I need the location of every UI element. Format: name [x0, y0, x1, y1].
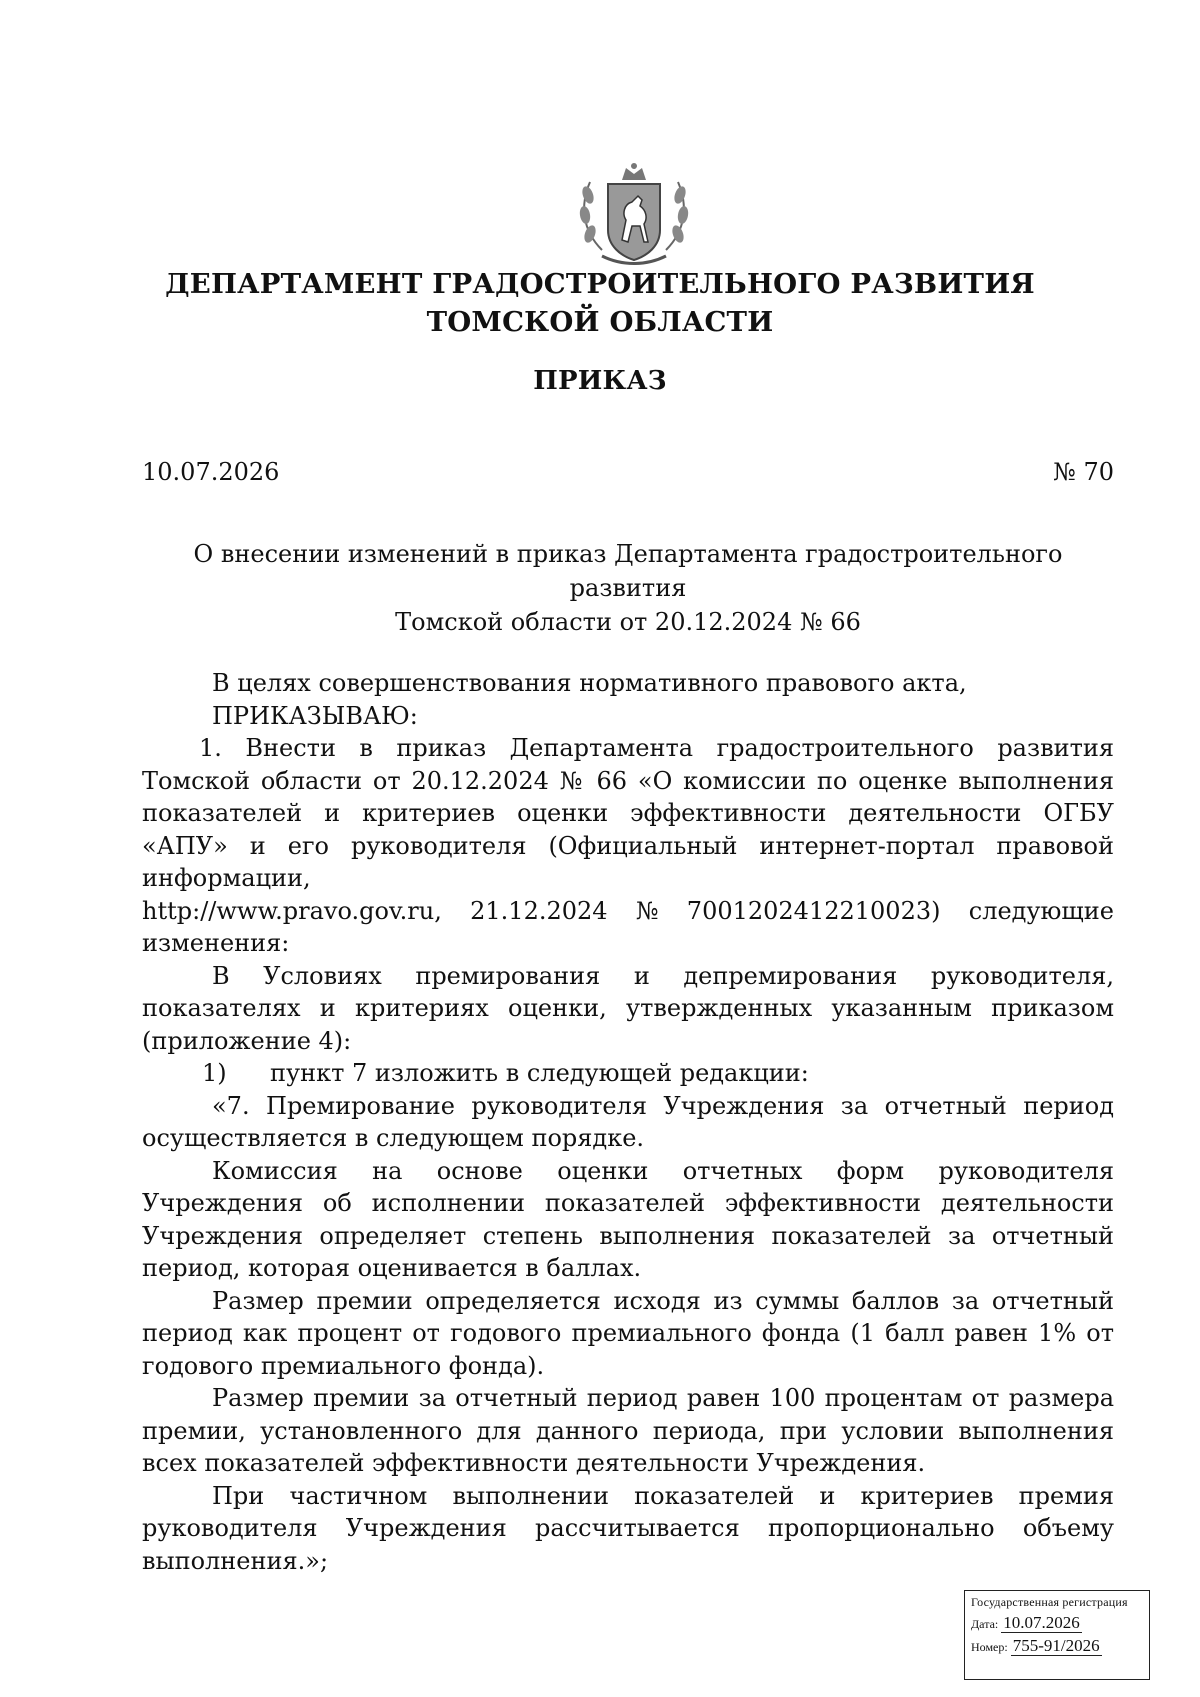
bonus-size-paragraph: Размер премии определяется исходя из суммы баллов за отчетный период как процент от годового премиального фонда (1 балл равен 1% от годового премиального фонда).: [142, 1286, 1114, 1380]
item1-reference-line: [142, 895, 1114, 928]
stamp-number-value: 755-91/2026: [1012, 1636, 1100, 1655]
tomsk-region-coat-of-arms-icon: [572, 160, 696, 268]
subitem-1: [142, 1057, 1114, 1090]
order-number: № 70: [1053, 458, 1114, 486]
order-subject: [142, 537, 1114, 639]
publication-date: 21.12.2024: [470, 896, 608, 925]
item1-tail: изменения:: [142, 929, 290, 957]
number-sign: №: [635, 896, 659, 925]
pravo-url: http://www.pravo.gov.ru,: [142, 896, 442, 925]
order-body: [142, 667, 1114, 1577]
stamp-number-row: [971, 1637, 1143, 1656]
order-word: ПРИКАЗЫВАЮ:: [212, 701, 418, 730]
stamp-title: Государственная регистрация: [971, 1595, 1128, 1609]
bonus-partial-paragraph: При частичном выполнении показателей и критериев премия руководителя Учреждения рассчитывается пропорционально объему выполнения.»;: [142, 1481, 1114, 1575]
paragraph-7: «7. Премирование руководителя Учреждения за отчетный период осуществляется в следующем порядке.: [142, 1091, 1114, 1152]
subject-line2: Томской области от 20.12.2024 № 66: [395, 608, 861, 636]
following-word: следующие: [968, 896, 1114, 925]
subject-line1: О внесении изменений в приказ Департамента градостроительного развития: [193, 540, 1063, 602]
department-name-line1: ДЕПАРТАМЕНТ ГРАДОСТРОИТЕЛЬНОГО РАЗВИТИЯ: [165, 268, 1035, 300]
subitem-number: 1): [202, 1059, 227, 1087]
stamp-number-label: Номер:: [971, 1640, 1008, 1654]
subitem-text: пункт 7 изложить в следующей редакции:: [270, 1059, 809, 1087]
item1-paragraph: 1. Внести в приказ Департамента градостроительного развития Томской области от 20.12.2024 № 66 «О комиссии по оценке выполнения показателей и критериев оценки эффективности деятельности ОГБУ «АПУ» и его руководителя (Официальный интернет-портал правовой информации,: [142, 734, 1114, 892]
stamp-date-value: 10.07.2026: [1003, 1613, 1080, 1632]
commission-paragraph: Комиссия на основе оценки отчетных форм руководителя Учреждения об исполнении показателей эффективности деятельности Учреждения определяет степень выполнения показателей за отчетный период, которая оценивается в баллах.: [142, 1156, 1114, 1282]
department-name-line2: ТОМСКОЙ ОБЛАСТИ: [426, 306, 774, 338]
stamp-date-label: Дата:: [971, 1617, 999, 1631]
stamp-date-row: [971, 1614, 1143, 1633]
intro-paragraph: В целях совершенствования нормативного правового акта,: [212, 669, 967, 697]
conditions-paragraph: В Условиях премирования и депремирования руководителя, показателях и критериях оценки, утвержденных указанным приказом (приложение 4):: [142, 961, 1114, 1055]
registration-stamp: [964, 1590, 1150, 1680]
bonus-full-paragraph: Размер премии за отчетный период равен 100 процентам от размера премии, установленного для данного периода, при условии выполнения всех показателей эффективности деятельности Учреждения.: [142, 1384, 1114, 1477]
order-date: 10.07.2026: [142, 458, 280, 486]
publication-number: 7001202412210023): [686, 896, 941, 925]
document-type: ПРИКАЗ: [533, 366, 667, 396]
